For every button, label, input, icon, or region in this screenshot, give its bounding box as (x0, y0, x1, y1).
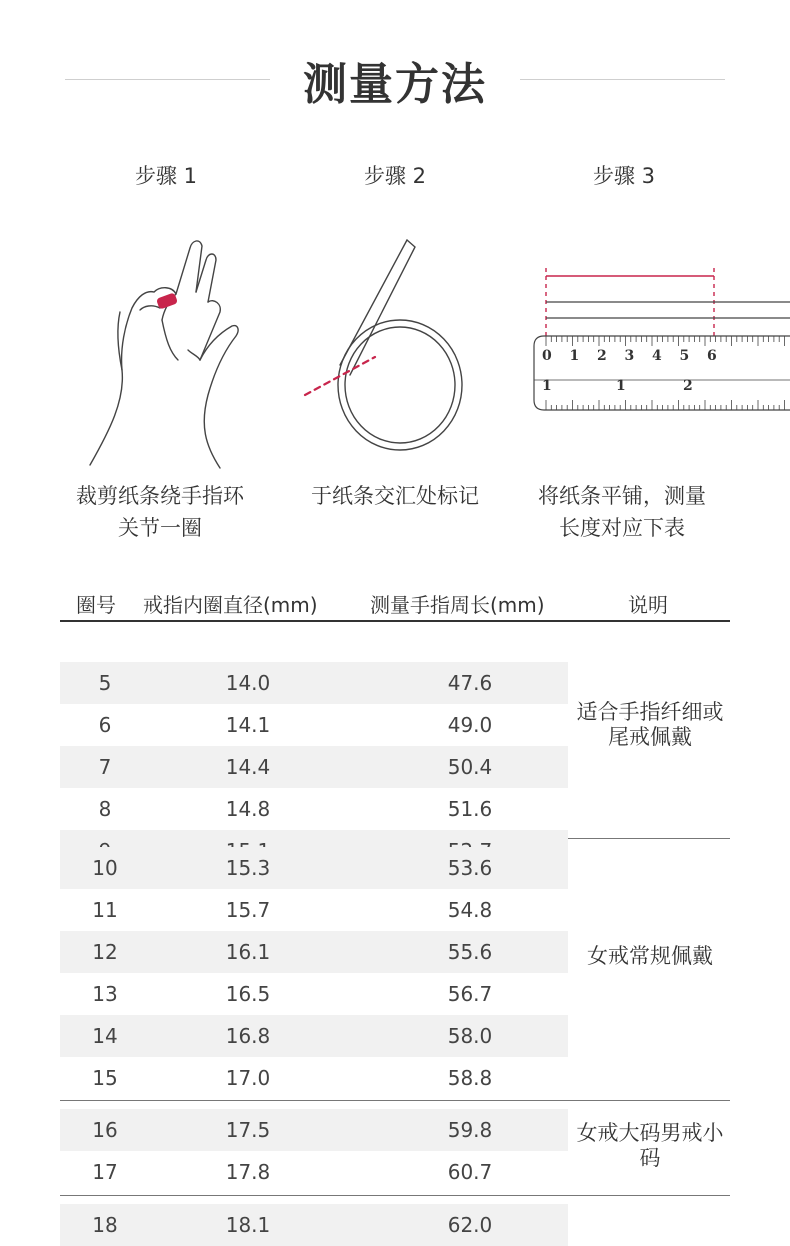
step-2-description (290, 480, 500, 512)
title-divider-left (65, 79, 270, 80)
group-note: 适合手指纤细或尾戒佩戴 (576, 700, 724, 749)
header-size-number: 圈号 (76, 593, 116, 617)
circumference-cell: 58.0 (447, 1024, 493, 1048)
step-1-desc-line-1: 裁剪纸条绕手指环 (76, 484, 244, 508)
size-number-cell: 6 (98, 713, 112, 737)
circumference-cell: 47.6 (447, 671, 493, 695)
ruler-top-number: 0 (542, 348, 552, 364)
size-number-cell: 8 (98, 797, 112, 821)
ruler-measure-illustration (530, 260, 790, 415)
size-number-cell: 12 (92, 940, 118, 964)
size-number-cell: 18 (92, 1213, 118, 1237)
circumference-cell: 62.0 (447, 1213, 493, 1237)
step-1-description (55, 480, 265, 544)
inner-diameter-cell: 16.8 (225, 1024, 271, 1048)
size-number-cell: 16 (92, 1118, 118, 1142)
ruler-top-number: 1 (569, 348, 580, 364)
ruler-bottom-number: 1 (616, 378, 626, 394)
table-row (60, 662, 568, 704)
inner-diameter-cell: 14.4 (225, 755, 271, 779)
step-3-desc-line-2: 长度对应下表 (559, 516, 685, 540)
size-number-cell: 15 (92, 1066, 118, 1090)
inner-diameter-cell: 15.7 (225, 898, 271, 922)
table-row (60, 1057, 568, 1099)
title-divider-right (520, 79, 725, 80)
circumference-cell: 58.8 (447, 1066, 493, 1090)
size-number-cell: 11 (92, 898, 118, 922)
step-3-label: 步骤 3 (592, 164, 656, 188)
group-note: 女戒常规佩戴 (587, 944, 713, 968)
size-number-cell: 7 (98, 755, 112, 779)
step-2-label: 步骤 2 (363, 164, 427, 188)
header-description: 说明 (628, 593, 668, 617)
size-group-2 (60, 839, 730, 1101)
group-note: 女戒大码男戒小码 (576, 1121, 724, 1170)
size-number-cell: 5 (98, 671, 112, 695)
size-number-cell: 17 (92, 1160, 118, 1184)
table-row (60, 1151, 568, 1193)
step-2-desc-line-1: 于纸条交汇处标记 (311, 484, 479, 508)
size-group-3 (60, 1101, 730, 1196)
title-section (0, 48, 790, 118)
hand-ring-illustration (80, 230, 250, 470)
ruler-top-number: 5 (679, 348, 690, 364)
table-row (60, 889, 568, 931)
table-row (60, 847, 568, 889)
ruler-bottom-number: 1 (542, 378, 552, 394)
size-number-cell: 10 (92, 856, 118, 880)
inner-diameter-cell: 17.5 (225, 1118, 271, 1142)
step-1-desc-line-2: 关节一圈 (118, 516, 202, 540)
table-row (60, 788, 568, 830)
step-3-description (517, 480, 727, 544)
inner-diameter-cell: 14.8 (225, 797, 271, 821)
circumference-cell: 59.8 (447, 1118, 493, 1142)
table-row (60, 1109, 568, 1151)
size-number-cell: 14 (92, 1024, 118, 1048)
ruler-top-number: 3 (624, 348, 635, 364)
inner-diameter-cell: 14.0 (225, 671, 271, 695)
circumference-cell: 49.0 (447, 713, 493, 737)
circumference-cell: 50.4 (447, 755, 493, 779)
size-group-1 (60, 622, 730, 839)
header-inner-diameter: 戒指内圈直径(mm) (143, 593, 318, 617)
table-row (60, 1015, 568, 1057)
ruler-top-number: 2 (597, 348, 607, 364)
table-row (60, 1204, 568, 1246)
circumference-cell: 51.6 (447, 797, 493, 821)
inner-diameter-cell: 16.5 (225, 982, 271, 1006)
ring-size-table (60, 582, 730, 1246)
table-body (60, 622, 730, 1246)
page-title: 测量方法 (303, 59, 487, 110)
inner-diameter-cell: 14.1 (225, 713, 271, 737)
size-group-4 (60, 1196, 730, 1246)
paper-strip-loop-illustration (295, 235, 495, 455)
inner-diameter-cell: 17.0 (225, 1066, 271, 1090)
circumference-cell: 60.7 (447, 1160, 493, 1184)
size-number-cell: 13 (92, 982, 118, 1006)
inner-diameter-cell: 18.1 (225, 1213, 271, 1237)
ruler-bottom-number: 2 (683, 378, 693, 394)
table-row (60, 704, 568, 746)
table-header (60, 582, 730, 622)
header-finger-circumference: 测量手指周长(mm) (370, 593, 545, 617)
circumference-cell: 53.6 (447, 856, 493, 880)
inner-diameter-cell: 17.8 (225, 1160, 271, 1184)
ruler-top-number: 6 (707, 348, 717, 364)
inner-diameter-cell: 16.1 (225, 940, 271, 964)
inner-diameter-cell: 15.3 (225, 856, 271, 880)
table-row (60, 746, 568, 788)
circumference-cell: 54.8 (447, 898, 493, 922)
circumference-cell: 56.7 (447, 982, 493, 1006)
table-row (60, 973, 568, 1015)
step-3-desc-line-1: 将纸条平铺，测量 (538, 484, 706, 508)
circumference-cell: 55.6 (447, 940, 493, 964)
ruler-top-number: 4 (652, 348, 662, 364)
table-row (60, 931, 568, 973)
step-1-label: 步骤 1 (134, 164, 198, 188)
